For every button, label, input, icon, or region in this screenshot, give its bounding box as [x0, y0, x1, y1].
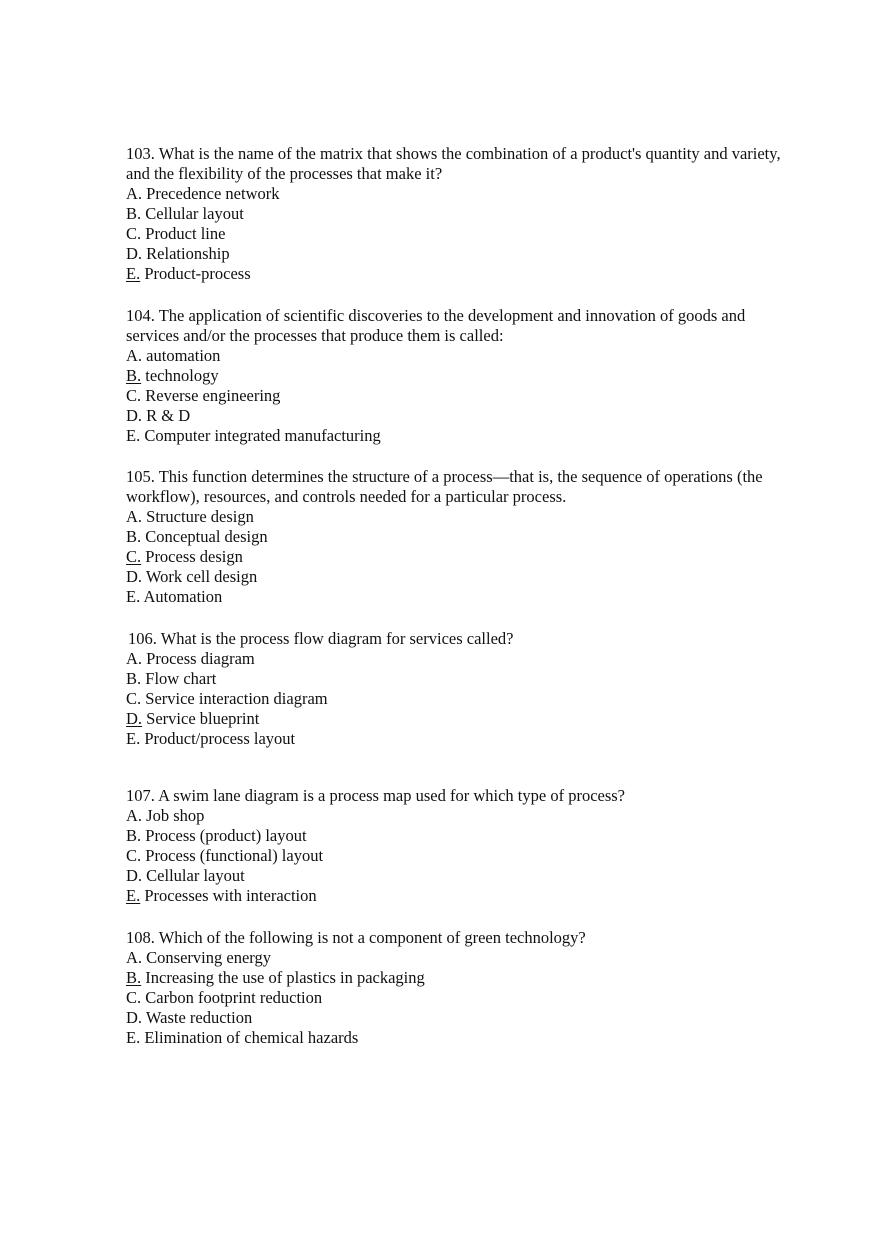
- option-text: Process (functional) layout: [145, 846, 324, 865]
- option-a: [126, 649, 786, 669]
- option-letter: D.: [126, 406, 143, 425]
- option-text: Product line: [145, 224, 226, 243]
- option-text: Relationship: [146, 244, 230, 263]
- option-text: Conserving energy: [146, 948, 271, 967]
- option-letter-marked: D.: [126, 709, 143, 728]
- option-letter: A.: [126, 507, 143, 526]
- option-letter-marked: C.: [126, 547, 142, 566]
- option-letter-marked: B.: [126, 968, 142, 987]
- question-number: 107.: [126, 786, 155, 805]
- option-a: [126, 806, 786, 826]
- option-letter-marked: E.: [126, 886, 141, 905]
- option-text: automation: [146, 346, 221, 365]
- answer-options: [126, 184, 786, 284]
- option-text: Elimination of chemical hazards: [144, 1028, 359, 1047]
- option-text: Product-process: [144, 264, 251, 283]
- option-a: [126, 184, 786, 204]
- option-letter: C.: [126, 224, 142, 243]
- question-number: 103.: [126, 144, 155, 163]
- option-d: [126, 709, 786, 729]
- option-a: [126, 507, 786, 527]
- question-104: [126, 306, 786, 446]
- option-b: [126, 204, 786, 224]
- option-d: [126, 866, 786, 886]
- option-text: Carbon footprint reduction: [145, 988, 323, 1007]
- option-letter: E.: [126, 587, 141, 606]
- option-text: Increasing the use of plastics in packaging: [145, 968, 425, 987]
- option-c: [126, 547, 786, 567]
- option-c: [126, 386, 786, 406]
- option-letter: E.: [126, 426, 141, 445]
- question-stem: [126, 306, 786, 346]
- option-text: Process diagram: [146, 649, 255, 668]
- option-text: Flow chart: [145, 669, 217, 688]
- option-letter: C.: [126, 386, 142, 405]
- question-stem: [126, 629, 786, 649]
- option-d: [126, 406, 786, 426]
- option-letter: A.: [126, 806, 143, 825]
- option-text: Process (product) layout: [145, 826, 307, 845]
- option-text: Computer integrated manufacturing: [144, 426, 381, 445]
- option-text: Cellular layout: [145, 204, 244, 223]
- question-107: [126, 786, 786, 906]
- option-letter: B.: [126, 527, 142, 546]
- question-103: [126, 144, 786, 284]
- option-b: [126, 366, 786, 386]
- option-letter: D.: [126, 567, 143, 586]
- option-e: [126, 426, 786, 446]
- option-b: [126, 527, 786, 547]
- option-letter: A.: [126, 649, 143, 668]
- answer-options: [126, 806, 786, 906]
- answer-options: [126, 948, 786, 1048]
- option-text: technology: [145, 366, 219, 385]
- option-letter: A.: [126, 346, 143, 365]
- option-a: [126, 948, 786, 968]
- question-number: 108.: [126, 928, 155, 947]
- option-text: Job shop: [146, 806, 205, 825]
- option-b: [126, 826, 786, 846]
- option-text: Precedence network: [146, 184, 280, 203]
- option-b: [126, 968, 786, 988]
- option-letter: B.: [126, 669, 142, 688]
- option-c: [126, 224, 786, 244]
- option-letter: B.: [126, 204, 142, 223]
- option-letter: E.: [126, 1028, 141, 1047]
- option-letter-marked: E.: [126, 264, 141, 283]
- option-text: Service interaction diagram: [145, 689, 328, 708]
- question-text: The application of scientific discoveries to the development and innovation of goods and services and/or the processes that produce them is called:: [126, 306, 746, 345]
- option-text: Cellular layout: [146, 866, 245, 885]
- option-letter: A.: [126, 184, 143, 203]
- option-e: [126, 886, 786, 906]
- option-e: [126, 587, 786, 607]
- option-text: Structure design: [146, 507, 254, 526]
- question-stem: [126, 786, 786, 806]
- question-105: [126, 467, 786, 607]
- option-letter: C.: [126, 988, 142, 1007]
- option-letter: C.: [126, 846, 142, 865]
- question-106: [126, 629, 786, 749]
- option-c: [126, 846, 786, 866]
- option-c: [126, 689, 786, 709]
- option-text: Conceptual design: [145, 527, 268, 546]
- option-e: [126, 729, 786, 749]
- question-stem: [126, 144, 786, 184]
- option-text: Product/process layout: [144, 729, 296, 748]
- option-b: [126, 669, 786, 689]
- option-e: [126, 264, 786, 284]
- question-text: What is the process flow diagram for services called?: [160, 629, 514, 648]
- option-d: [126, 244, 786, 264]
- option-d: [126, 567, 786, 587]
- question-text: A swim lane diagram is a process map used for which type of process?: [158, 786, 626, 805]
- answer-options: [126, 346, 786, 446]
- option-text: Work cell design: [145, 567, 258, 586]
- option-letter: E.: [126, 729, 141, 748]
- option-letter: D.: [126, 244, 143, 263]
- option-letter: B.: [126, 826, 142, 845]
- option-e: [126, 1028, 786, 1048]
- option-c: [126, 988, 786, 1008]
- option-letter-marked: B.: [126, 366, 142, 385]
- option-text: Service blueprint: [146, 709, 260, 728]
- question-number: 106.: [128, 629, 157, 648]
- question-stem: [126, 467, 786, 507]
- question-text: What is the name of the matrix that shows the combination of a product's quantity and variety, and the flexibility of the processes that make it?: [126, 144, 781, 183]
- option-letter: A.: [126, 948, 143, 967]
- option-letter: C.: [126, 689, 142, 708]
- option-d: [126, 1008, 786, 1028]
- answer-options: [126, 507, 786, 607]
- question-text: This function determines the structure of a process—that is, the sequence of operations (the workflow), resources, and controls needed for a particular process.: [126, 467, 763, 506]
- question-stem: [126, 928, 786, 948]
- option-text: Processes with interaction: [144, 886, 317, 905]
- option-text: R & D: [146, 406, 191, 425]
- question-number: 104.: [126, 306, 155, 325]
- option-text: Waste reduction: [145, 1008, 253, 1027]
- answer-options: [126, 649, 786, 749]
- option-text: Automation: [143, 587, 223, 606]
- option-text: Process design: [145, 547, 243, 566]
- option-text: Reverse engineering: [145, 386, 281, 405]
- question-text: Which of the following is not a component of green technology?: [158, 928, 586, 947]
- question-108: [126, 928, 786, 1048]
- option-letter: D.: [126, 1008, 143, 1027]
- option-letter: D.: [126, 866, 143, 885]
- question-number: 105.: [126, 467, 155, 486]
- option-a: [126, 346, 786, 366]
